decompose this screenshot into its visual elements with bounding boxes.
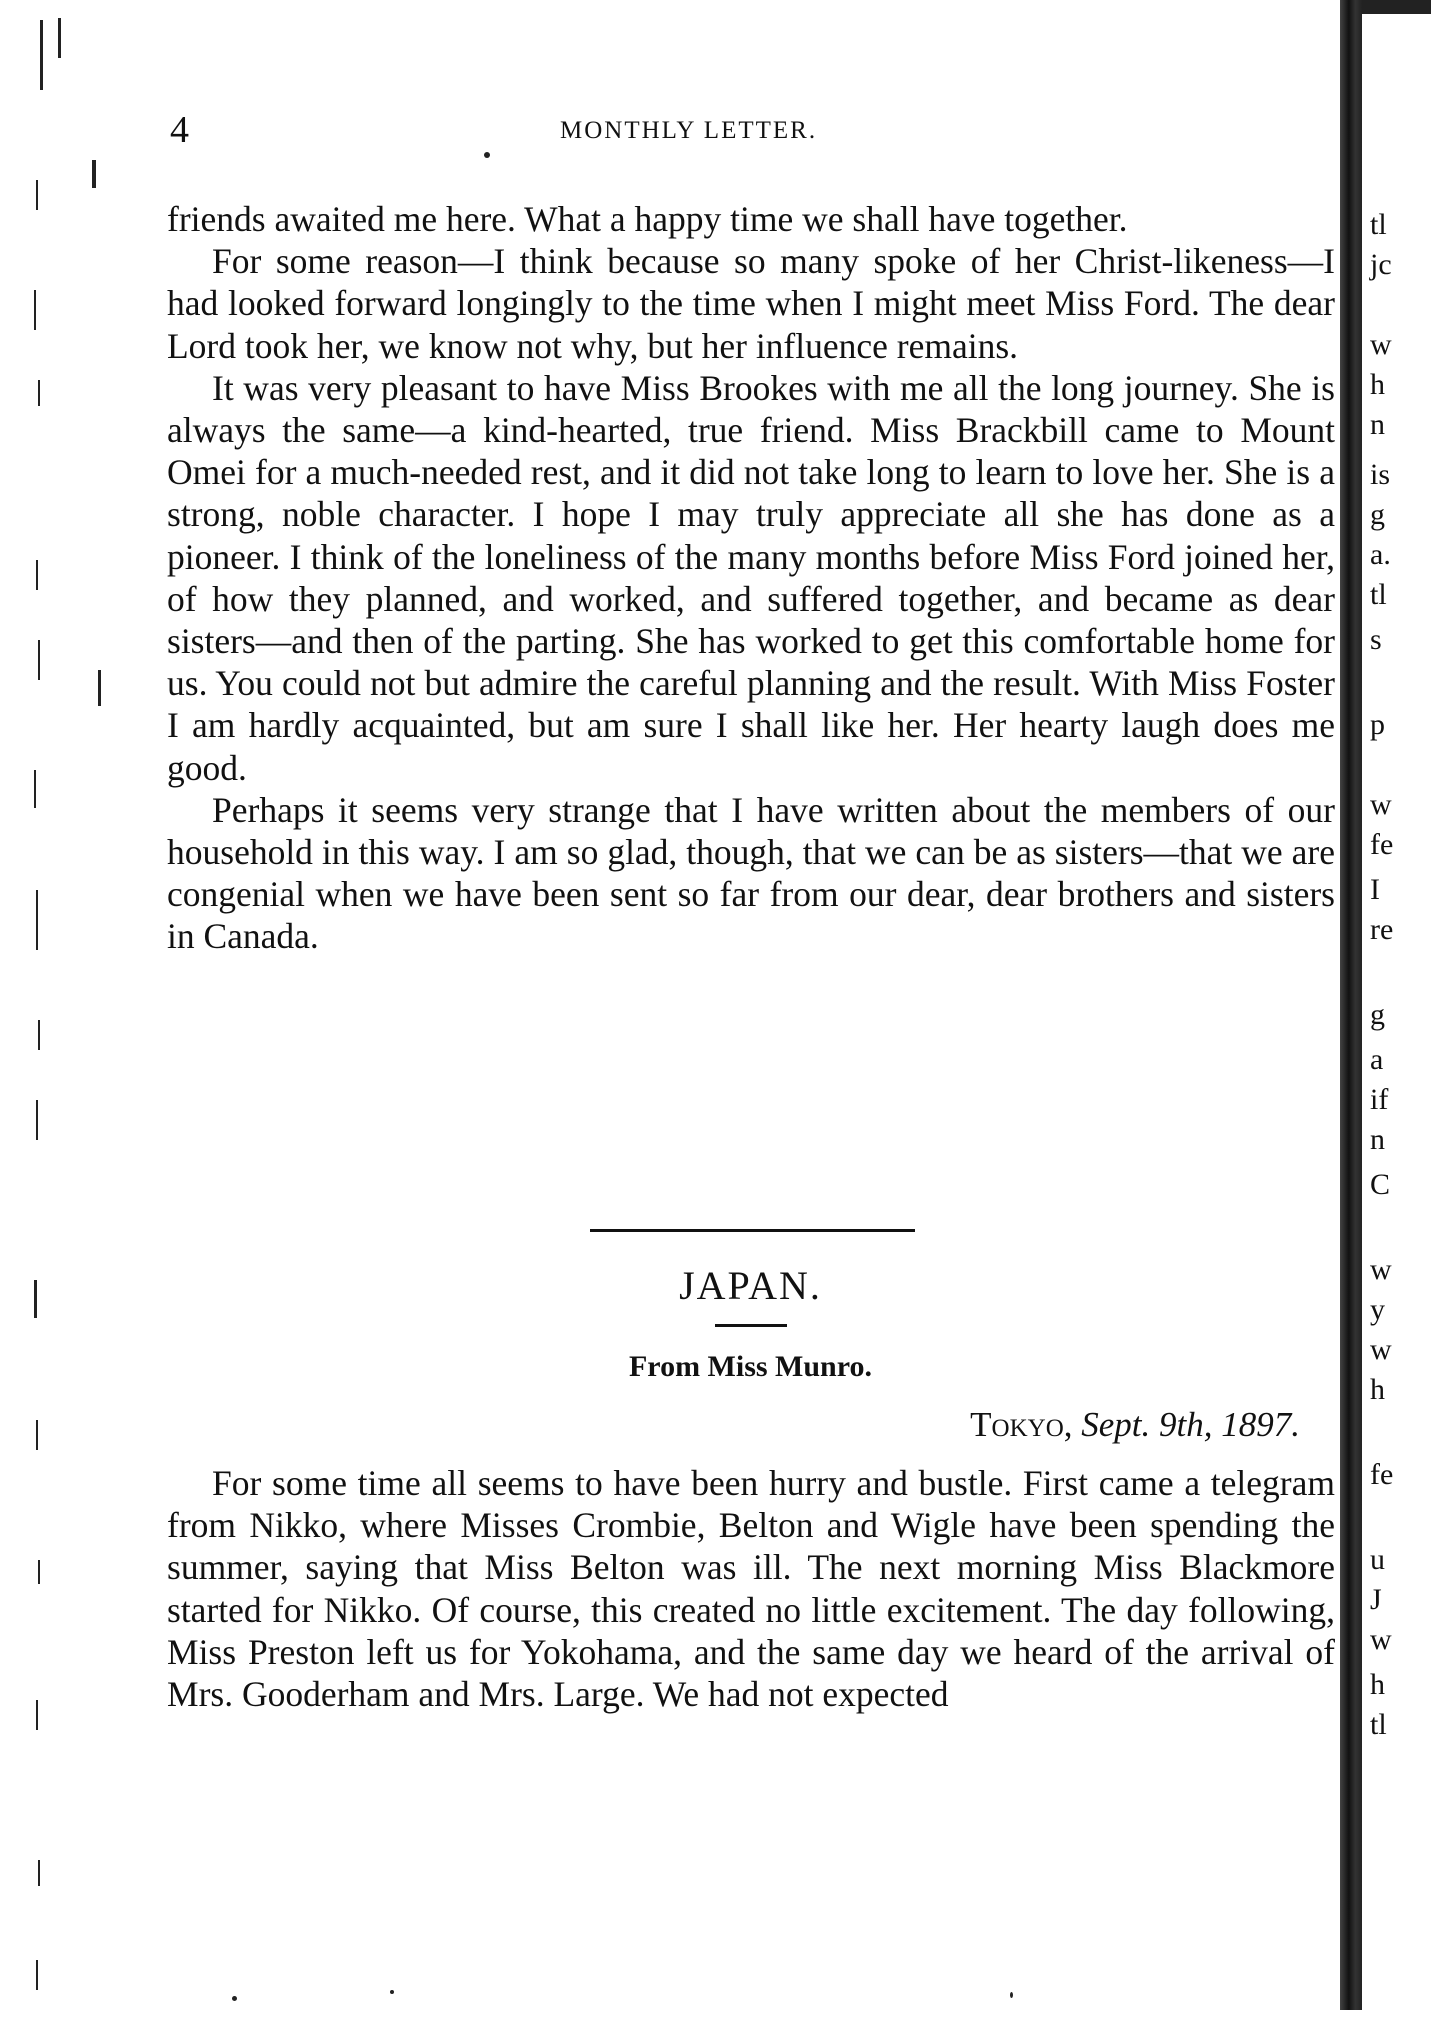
- facing-page-fragment: fe: [1370, 828, 1394, 861]
- facing-page-fragment: g: [1370, 498, 1385, 531]
- running-head: MONTHLY LETTER.: [560, 117, 818, 144]
- facing-page-fragment: p: [1370, 708, 1385, 741]
- facing-page-fragment: h: [1370, 1373, 1385, 1406]
- scan-mark: [36, 1700, 38, 1730]
- scan-mark: [38, 1860, 40, 1886]
- dateline-date: Sept. 9th, 1897.: [1081, 1405, 1300, 1444]
- facing-page-fragment: w: [1370, 1253, 1392, 1286]
- scan-mark: [36, 1420, 38, 1450]
- paragraph: For some reason—I think because so many spoke of her Christ-likeness—I had looked forward longingly to the time when I might meet Miss Ford. The dear Lord took her, we know not why, but her influence remains.: [167, 241, 1335, 366]
- facing-page-fragment: tl: [1370, 578, 1387, 611]
- facing-page-fragment: jc: [1370, 248, 1392, 281]
- facing-page-fragment: fe: [1370, 1458, 1394, 1491]
- dateline-city: Tokyo,: [970, 1405, 1073, 1444]
- facing-page-fragment: g: [1370, 998, 1385, 1031]
- dateline: [840, 1403, 1300, 1447]
- scan-mark: [40, 20, 43, 90]
- facing-page-fragment: if: [1370, 1083, 1389, 1116]
- facing-page-fragment: tl: [1370, 1708, 1387, 1741]
- byline-text: From Miss Munro.: [628, 1350, 873, 1383]
- facing-page-fragment: s: [1370, 623, 1382, 656]
- facing-page-fragment: w: [1370, 328, 1392, 361]
- ink-speck: [390, 1990, 394, 1994]
- scan-mark: [38, 640, 40, 680]
- section-title: JAPAN.: [679, 1263, 822, 1308]
- facing-page-fragment: re: [1370, 913, 1394, 946]
- facing-page-fragment: w: [1370, 788, 1392, 821]
- scan-mark: [36, 1100, 38, 1140]
- section-body: [167, 1462, 1335, 1715]
- facing-page-fragment: I: [1370, 873, 1380, 906]
- facing-page-fragment: n: [1370, 408, 1385, 441]
- facing-page-fragment: is: [1370, 458, 1391, 491]
- facing-page-fragment: y: [1370, 1293, 1385, 1326]
- facing-page-fragment: w: [1370, 1333, 1392, 1366]
- paragraph: friends awaited me here. What a happy time we shall have together.: [167, 199, 1128, 239]
- paragraph: Perhaps it seems very strange that I have written about the members of our household in this way. I am so glad, though, that we can be as sisters—that we are congenial when we have been sent so far from our dear, dear brothers and sisters in Canada.: [167, 789, 1335, 957]
- left-margin-artifacts: [0, 0, 70, 2021]
- byline: [0, 1347, 1431, 1387]
- scan-mark: [36, 890, 38, 950]
- scan-mark: [92, 160, 96, 188]
- scan-mark: [36, 180, 38, 210]
- facing-page-fragments: [1370, 0, 1431, 2010]
- facing-page-fragment: h: [1370, 368, 1385, 401]
- title-underline: [715, 1324, 787, 1327]
- scan-mark: [38, 1560, 40, 1584]
- scan-mark: [38, 380, 40, 406]
- scan-mark: [34, 290, 36, 330]
- facing-page-fragment: J: [1370, 1583, 1382, 1616]
- facing-page-fragment: a.: [1370, 538, 1391, 571]
- facing-page-fragment: n: [1370, 1123, 1385, 1156]
- section-divider: [590, 1229, 915, 1232]
- facing-page-fragment: C: [1370, 1168, 1391, 1201]
- facing-page-fragment: w: [1370, 1623, 1392, 1656]
- ink-speck: [232, 1996, 237, 2001]
- facing-page-fragment: u: [1370, 1543, 1385, 1576]
- paragraph: It was very pleasant to have Miss Brookes with me all the long journey. She is always the same—a kind-hearted, true friend. Miss Brackbill came to Mount Omei for a much-needed rest, and it did not take long to learn to love her. She is a strong, noble character. I hope I may truly appreciate all she has done as a pioneer. I think of the loneliness of the many months before Miss Ford joined her, of how they planned, and worked, and suffered together, and became as dear sisters—and then of the parting. She has worked to get this comfortable home for us. You could not but admire the careful planning and the result. With Miss Foster I am hardly acquainted, but am sure I shall like her. Her hearty laugh does me good.: [167, 367, 1335, 788]
- page-header: [170, 110, 1330, 150]
- paragraph: For some time all seems to have been hurry and bustle. First came a telegram from Nikko, where Misses Crombie, Belton and Wigle have been spending the summer, saying that Miss Belton was ill. The next morning Miss Blackmore started for Nikko. Of course, this created no little excitement. The day following, Miss Preston left us for Yokohama, and the same day we heard of the arrival of Mrs. Gooderham and Mrs. Large. We had not expected: [167, 1463, 1335, 1715]
- scan-mark: [36, 560, 38, 590]
- facing-page-fragment: h: [1370, 1668, 1385, 1701]
- scan-mark: [38, 1020, 40, 1050]
- ink-speck: [1010, 1992, 1013, 1998]
- scan-mark: [34, 770, 36, 808]
- body-text: [167, 198, 1335, 958]
- scan-mark: [98, 670, 101, 706]
- facing-page-fragment: tl: [1370, 208, 1387, 241]
- binding-shadow: [1340, 0, 1362, 2010]
- scan-mark: [58, 18, 61, 58]
- scan-mark: [36, 1960, 38, 1990]
- page-number: 4: [170, 109, 189, 151]
- ink-speck: [484, 152, 490, 158]
- page-gutter: [1340, 0, 1431, 2021]
- facing-page-fragment: a: [1370, 1043, 1384, 1076]
